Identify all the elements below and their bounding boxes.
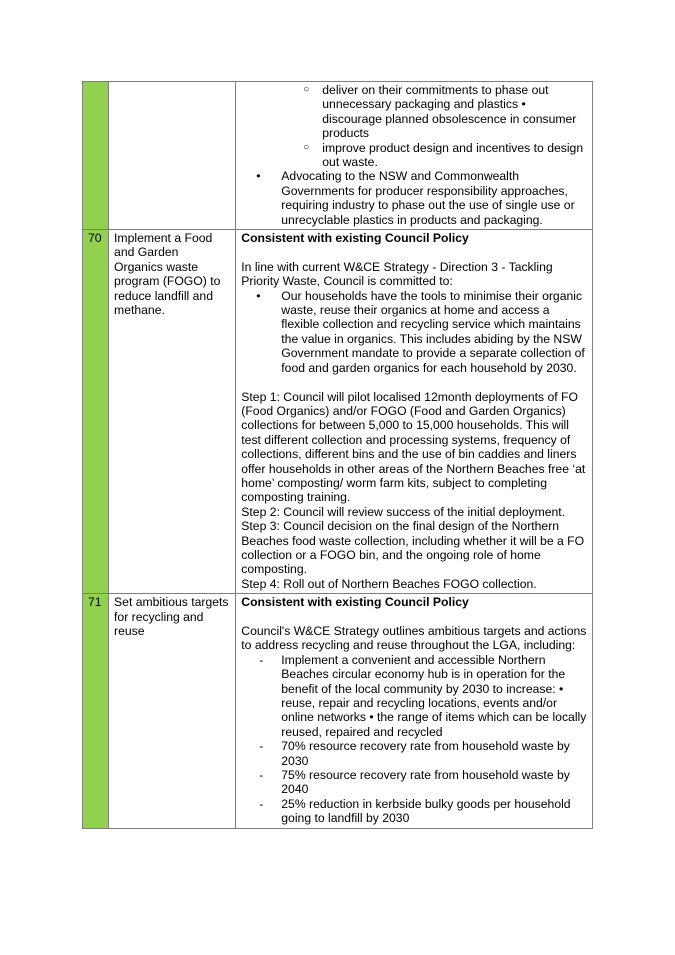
dash-list-item: - Implement a convenient and accessible Northern Beaches circular economy hub is in operation for the benefit of the local community by 2030 to increase: • reuse, repair and recycling locations, events and/or online networks • the range of items which can be locally reused, repaired and recycled (259, 652, 587, 739)
dash-icon: - (259, 796, 264, 811)
response-cell (236, 594, 593, 828)
sub-list-item: ○ deliver on their commitments to phase out unnecessary packaging and plastics • discourage planned obsolescence in consumer products (303, 83, 577, 141)
response-intro: Council's W&CE Strategy outlines ambitious targets and actions to address recycling and reuse throughout the LGA, including: (241, 623, 587, 653)
bullet-icon: • (256, 288, 261, 303)
table-row-continued (83, 82, 593, 230)
dash-icon: - (259, 768, 264, 783)
dash-icon: - (259, 652, 264, 667)
bullet-list-item: • Our households have the tools to minimise their organic waste, reuse their organics at home and access a flexible collection and recycling service which maintains the value in organics. This includes abiding by the NSW Government mandate to provide a separate collection of food and garden organics for each household by 2030. (256, 288, 585, 375)
action-cell: Set ambitious targets for recycling and reuse (109, 594, 236, 828)
dash-list (241, 653, 587, 826)
dash-icon: - (259, 739, 264, 754)
response-intro: In line with current W&CE Strategy - Direction 3 - Tackling Priority Waste, Council is committed to: (241, 259, 553, 289)
response-cell (236, 82, 593, 230)
bullet-list (241, 169, 587, 227)
bullet-list-item: • Advocating to the NSW and Commonwealth Governments for producer responsibility approaches, requiring industry to phase out the use of single use or unrecyclable plastics in products and packaging. (256, 169, 575, 227)
response-heading: Consistent with existing Council Policy (241, 595, 469, 610)
bullet-icon: • (256, 169, 261, 184)
sub-list-item: ○ improve product design and incentives to design out waste. (303, 140, 584, 170)
response-cell (236, 230, 593, 594)
hollow-circle-bullet-icon: ○ (303, 84, 310, 95)
policy-response-table (82, 81, 593, 829)
action-cell: Implement a Food and Garden Organics waste program (FOGO) to reduce landfill and methane. (109, 230, 236, 594)
dash-list-item: - 25% reduction in kerbside bulky goods per household going to landfill by 2030 (259, 796, 571, 826)
step-2-text: Step 2: Council will review success of the initial deployment. (241, 504, 566, 519)
table-row-70 (83, 230, 593, 594)
action-cell (109, 82, 236, 230)
row-number-cell (83, 82, 109, 230)
bullet-list (241, 289, 587, 375)
step-4-text: Step 4: Roll out of Northern Beaches FOGO collection. (241, 576, 537, 591)
row-number-cell: 70 (83, 230, 109, 594)
row-number-cell: 71 (83, 594, 109, 828)
step-1-text: Step 1: Council will pilot localised 12month deployments of FO (Food Organics) and/or FOGO (Food and Garden Organics) collections for between 5,000 to 15,000 households. This will test different collection and processing systems, frequency of collections, different bins and the use of bin caddies and liners offer households in other areas of the Northern Beaches free ‘at home’ composting/ worm farm kits, subject to completing composting training. (241, 389, 586, 505)
dash-list-item: - 75% resource recovery rate from household waste by 2040 (259, 768, 570, 797)
step-3-text: Step 3: Council decision on the final design of the Northern Beaches food waste collection, including whether it will be a FO collection or a FOGO bin, and the ongoing role of home composting. (241, 519, 585, 577)
sub-list (241, 83, 587, 169)
table-row-71 (83, 594, 593, 828)
hollow-circle-bullet-icon: ○ (303, 141, 310, 153)
dash-list-item: - 70% resource recovery rate from household waste by 2030 (259, 739, 570, 768)
response-heading: Consistent with existing Council Policy (241, 231, 469, 246)
